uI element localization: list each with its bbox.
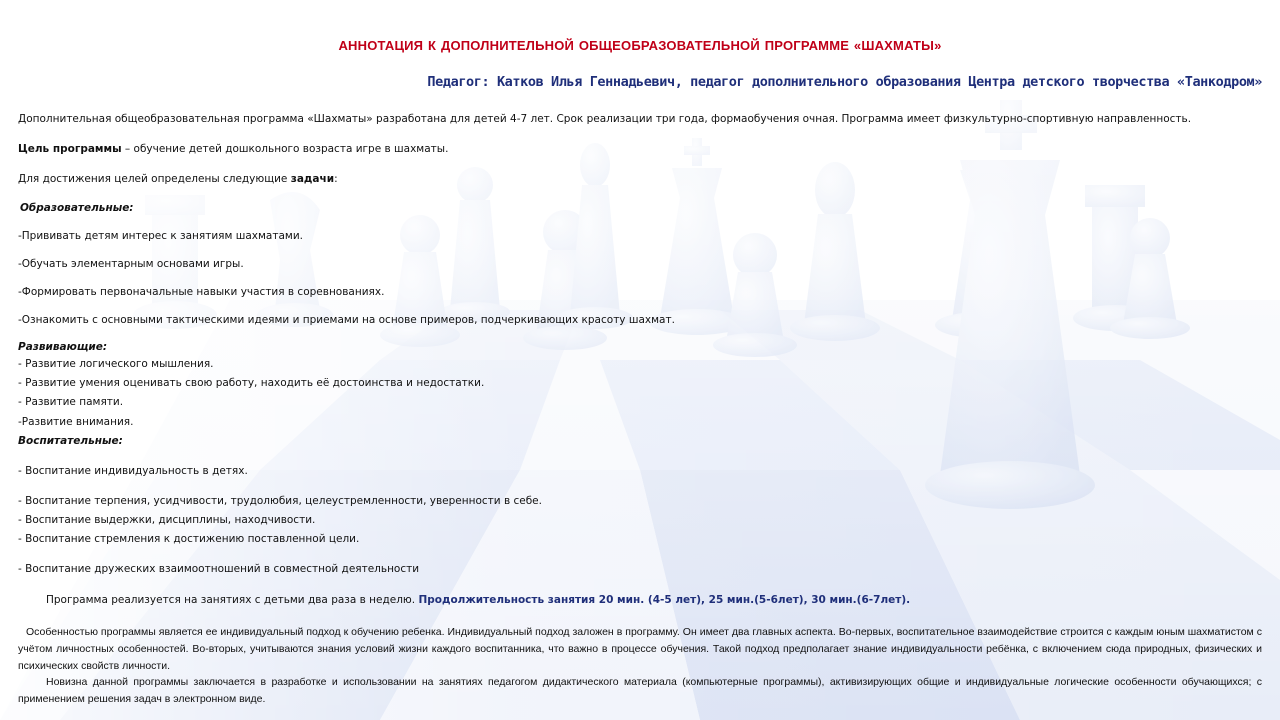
- list-item: - Воспитание индивидуальность в детях.: [18, 465, 248, 477]
- list-item: - Воспитание дружеских взаимоотношений в совместной деятельности: [18, 563, 420, 575]
- educational-heading: Образовательные:: [20, 202, 134, 214]
- goal-label: Цель программы: [18, 143, 122, 155]
- tasks-word: задачи: [290, 173, 335, 185]
- list-item: -Формировать первоначальные навыки участия в соревнованиях.: [18, 286, 385, 298]
- novelty-text: Новизна данной программы заключается в разработке и использовании на занятиях педагогом дидактического материала (компьютерные программы), активизирующих общие и индивидуальные логические особенности обучающихся; с применением решения задач в электронном виде.: [18, 676, 1262, 705]
- list-item: -Ознакомить с основными тактическими идеями и приемами на основе примеров, подчеркивающих красоту шахмат.: [18, 314, 675, 326]
- list-item: - Развитие логического мышления.: [18, 358, 214, 370]
- upbringing-heading: Воспитательные:: [18, 435, 123, 447]
- list-item: - Воспитание терпения, усидчивости, трудолюбия, целеустремленности, уверенности в себе.: [18, 495, 542, 507]
- schedule-text: Программа реализуется на занятиях с детьми два раза в неделю.: [46, 594, 419, 606]
- schedule-line: [46, 593, 910, 607]
- list-item: -Обучать элементарным основами игры.: [18, 258, 244, 270]
- list-item: -Развитие внимания.: [18, 416, 134, 428]
- feature-paragraph: [18, 624, 1262, 675]
- page-title: АННОТАЦИЯ К ДОПОЛНИТЕЛЬНОЙ ОБЩЕОБРАЗОВАТЕЛЬНОЙ ПРОГРАММЕ «ШАХМАТЫ»: [338, 38, 942, 53]
- feature-text: Особенностью программы является ее индивидуальный подход к обучению ребенка. Индивидуальный подход заложен в программу. Он имеет два главных аспекта. Во-первых, воспитательное взаимодействие строится с каждым юным шахматистом с учётом личностных особенностей. Во-вторых, учитываются знания условий жизни каждого воспитанника, что важно в процессе обучения. Такой подход предполагает знание индивидуальности ребёнка, с включением сюда природных, физических и психических свойств личности.: [18, 626, 1262, 672]
- goal-line: [18, 142, 448, 156]
- tasks-intro: [18, 172, 338, 186]
- list-item: - Развитие памяти.: [18, 396, 124, 408]
- developing-heading: Развивающие:: [18, 341, 108, 353]
- list-item: - Развитие умения оценивать свою работу, находить её достоинства и недостатки.: [18, 377, 485, 389]
- tasks-intro-text: Для достижения целей определены следующие: [18, 173, 291, 185]
- novelty-paragraph: [18, 674, 1262, 708]
- list-item: -Прививать детям интерес к занятиям шахматами.: [18, 230, 304, 242]
- teacher-line: Педагог: Катков Илья Геннадьевич, педагог дополнительного образования Центра детского творчества «Танкодром»: [427, 74, 1262, 90]
- schedule-duration: Продолжительность занятия 20 мин. (4-5 лет), 25 мин.(5-6лет), 30 мин.(6-7лет).: [418, 594, 911, 606]
- tasks-intro-end: :: [334, 173, 338, 185]
- list-item: - Воспитание выдержки, дисциплины, находчивости.: [18, 514, 316, 526]
- goal-text: – обучение детей дошкольного возраста игре в шахматы.: [121, 143, 449, 155]
- list-item: - Воспитание стремления к достижению поставленной цели.: [18, 533, 360, 545]
- intro-text: Дополнительная общеобразовательная программа «Шахматы» разработана для детей 4-7 лет. Срок реализации три года, формаобучения очная. Программа имеет физкультурно-спортивную направленность.: [18, 113, 1192, 125]
